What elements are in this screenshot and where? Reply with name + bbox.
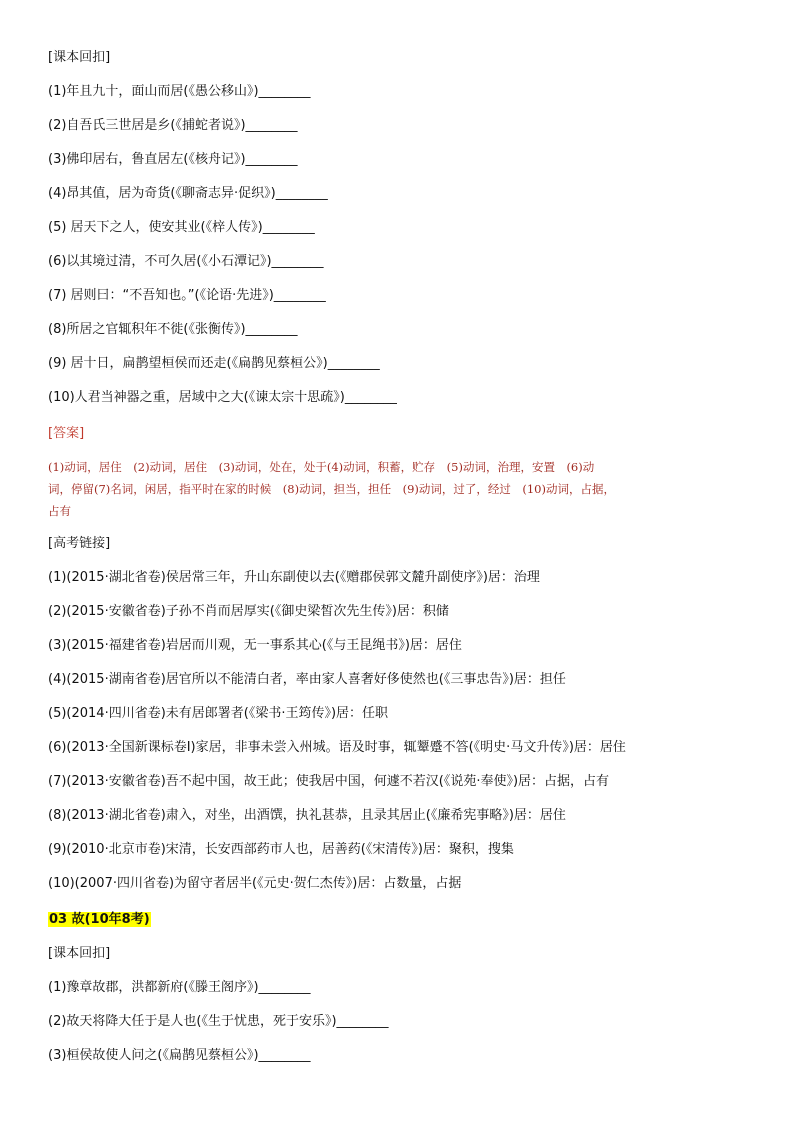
section-label-textbook-2: [课本回扣] bbox=[48, 946, 111, 961]
exam-item: (10)(2007·四川省卷)为留守者居半(《元史·贺仁杰传》)居：占数量，占据 bbox=[48, 876, 462, 891]
exam-item: (7)(2013·安徽省卷)吾不起中国，故王此；使我居中国，何遽不若汉(《说苑·奉使》)居：占据，占有 bbox=[48, 774, 610, 789]
exercise-item: (7) 居则曰：“不吾知也。”(《论语·先进》)________ bbox=[48, 288, 326, 303]
section-heading bbox=[48, 912, 151, 928]
exam-item: (9)(2010·北京市卷)宋清，长安西部药市人也，居善药(《宋清传》)居：聚积，搜集 bbox=[48, 842, 514, 857]
exercise-item: (2)故天将降大任于是人也(《生于忧患，死于安乐》)________ bbox=[48, 1014, 389, 1029]
answer-line: (1)动词，居住 (2)动词，居住 (3)动词，处在，处于(4)动词，积蓄，贮存 (5)动词，治理，安置 (6)动 bbox=[48, 460, 595, 474]
heading-highlight: 03 故(10年8考) bbox=[49, 912, 150, 927]
exercise-item: (4)昂其值，居为奇货(《聊斋志异·促织》)________ bbox=[48, 186, 328, 201]
section-label-exam: [高考链接] bbox=[48, 536, 111, 551]
exercise-item: (1)年且九十，面山而居(《愚公移山》)________ bbox=[48, 84, 311, 99]
section-label-textbook: [课本回扣] bbox=[48, 50, 111, 65]
exam-item: (3)(2015·福建省卷)岩居而川观，无一事系其心(《与王昆绳书》)居：居住 bbox=[48, 638, 462, 653]
answer-line: 占有 bbox=[48, 504, 71, 518]
exam-item: (5)(2014·四川省卷)未有居郎署者(《梁书·王筠传》)居：任职 bbox=[48, 706, 389, 721]
answer-text bbox=[48, 456, 748, 522]
answer-label: [答案] bbox=[48, 426, 85, 441]
exam-item: (1)(2015·湖北省卷)侯居常三年，升山东副使以去(《赠郡侯郭文麓升副使序》)居：治理 bbox=[48, 570, 540, 585]
exam-item: (8)(2013·湖北省卷)肃入，对坐，出酒馔，执礼甚恭，且录其居止(《廉希宪事略》)居：居住 bbox=[48, 808, 566, 823]
exam-item: (4)(2015·湖南省卷)居官所以不能清白者，率由家人喜奢好侈使然也(《三事忠告》)居：担任 bbox=[48, 672, 566, 687]
exercise-item: (5) 居天下之人，使安其业(《梓人传》)________ bbox=[48, 220, 315, 235]
exam-item: (2)(2015·安徽省卷)子孙不肖而居厚实(《御史梁皙次先生传》)居：积储 bbox=[48, 604, 449, 619]
exercise-item: (8)所居之官辄积年不徙(《张衡传》)________ bbox=[48, 322, 298, 337]
exercise-item: (3)桓侯故使人问之(《扁鹊见蔡桓公》)________ bbox=[48, 1048, 311, 1063]
exam-item: (6)(2013·全国新课标卷Ⅰ)家居，非事未尝入州城。语及时事，辄颦蹙不答(《明史·马文升传》)居：居住 bbox=[48, 740, 626, 755]
exercise-item: (9) 居十日，扁鹊望桓侯而还走(《扁鹊见蔡桓公》)________ bbox=[48, 356, 380, 371]
exercise-item: (10)人君当神器之重，居域中之大(《谏太宗十思疏》)________ bbox=[48, 390, 397, 405]
exercise-item: (3)佛印居右，鲁直居左(《核舟记》)________ bbox=[48, 152, 298, 167]
exercise-item: (2)自吾氏三世居是乡(《捕蛇者说》)________ bbox=[48, 118, 298, 133]
exercise-item: (1)豫章故郡，洪都新府(《滕王阁序》)________ bbox=[48, 980, 311, 995]
exercise-item: (6)以其境过清，不可久居(《小石潭记》)________ bbox=[48, 254, 324, 269]
answer-line: 词，停留(7)名词，闲居，指平时在家的时候 (8)动词，担当，担任 (9)动词，过了，经过 (10)动词，占据， bbox=[48, 482, 615, 496]
